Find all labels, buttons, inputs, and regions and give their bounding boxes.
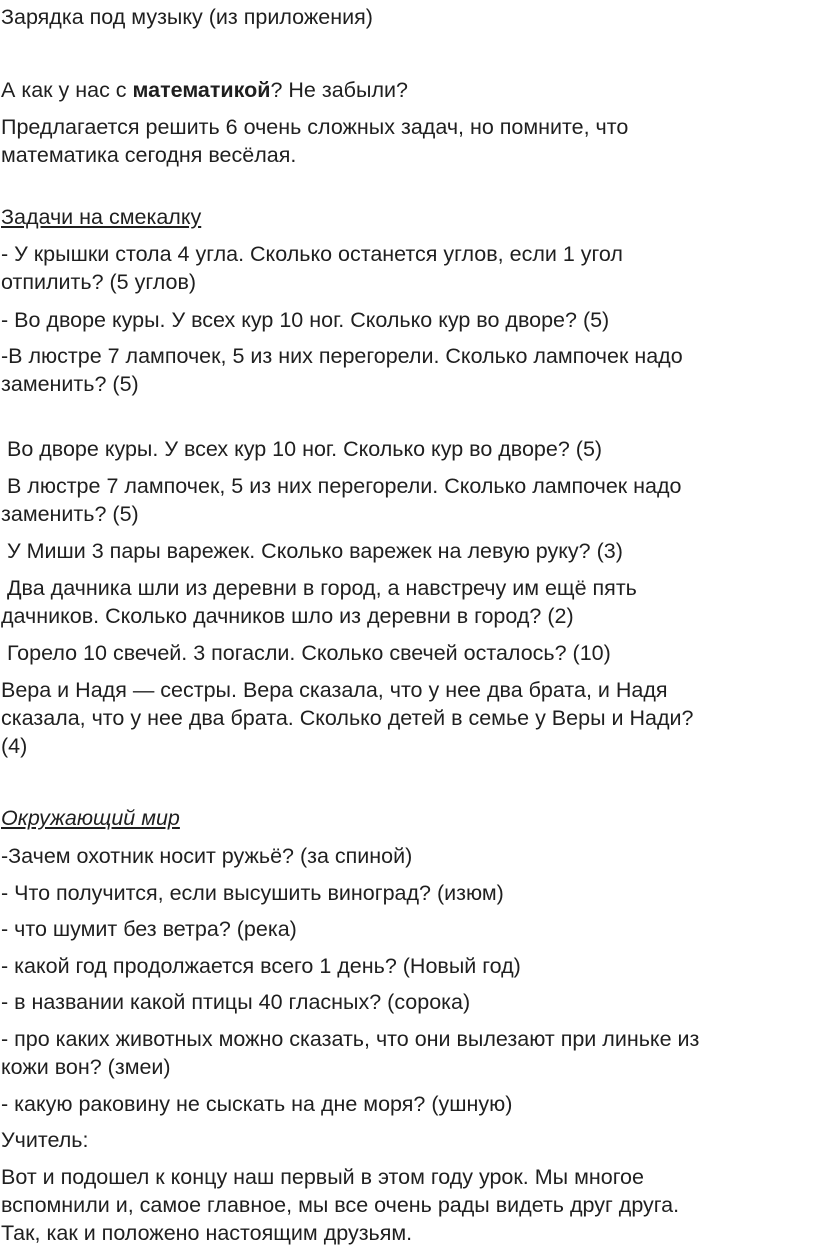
math-intro-line	[1, 77, 408, 103]
repeat-line: У Миши 3 пары варежек. Сколько варежек на левую руку? (3)	[1, 539, 623, 563]
repeat-line: дачников. Сколько дачников шло из деревни в город? (2)	[1, 604, 574, 628]
world-line: - про каких животных можно сказать, что они вылезают при линьке из	[1, 1027, 700, 1051]
world-line: - что шумит без ветра? (река)	[1, 917, 297, 941]
intro-line: Предлагается решить 6 очень сложных задач, но помните, что	[1, 115, 629, 139]
section-world-heading: Окружающий мир	[1, 806, 180, 830]
repeat-line: сказала, что у нее два брата. Сколько детей в семье у Веры и Нади?	[1, 706, 694, 730]
math-intro-bold: математикой	[132, 78, 271, 102]
repeat-line: Горело 10 свечей. 3 погасли. Сколько свечей осталось? (10)	[1, 641, 611, 665]
closing-line: Вот и подошел к концу наш первый в этом году урок. Мы многое	[1, 1165, 644, 1189]
math-intro-before: А как у нас с	[1, 78, 133, 102]
repeat-line: Вера и Надя — сестры. Вера сказала, что у нее два брата, и Надя	[1, 678, 668, 702]
tricks-line: -В люстре 7 лампочек, 5 из них перегорели. Сколько лампочек надо	[1, 344, 683, 368]
tricks-line: - Во дворе куры. У всех кур 10 ног. Сколько кур во дворе? (5)	[1, 308, 610, 332]
repeat-line: заменить? (5)	[1, 502, 139, 526]
repeat-line: В люстре 7 лампочек, 5 из них перегорели. Сколько лампочек надо	[1, 474, 682, 498]
section-tricks-heading: Задачи на смекалку	[1, 205, 202, 229]
tricks-line: отпилить? (5 углов)	[1, 270, 197, 294]
world-line: - какую раковину не сыскать на дне моря? (ушную)	[1, 1092, 513, 1116]
repeat-line: (4)	[1, 734, 28, 758]
world-line: - Что получится, если высушить виноград? (изюм)	[1, 881, 504, 905]
repeat-line: Во дворе куры. У всех кур 10 ног. Сколько кур во дворе? (5)	[1, 437, 603, 461]
tricks-line: заменить? (5)	[1, 372, 139, 396]
closing-line: Так, как и положено настоящим друзьям.	[1, 1221, 413, 1245]
world-line: - в названии какой птицы 40 гласных? (сорока)	[1, 990, 471, 1014]
world-line: -Зачем охотник носит ружьё? (за спиной)	[1, 844, 413, 868]
repeat-line: Два дачника шли из деревни в город, а навстречу им ещё пять	[1, 576, 637, 600]
document-title: Зарядка под музыку (из приложения)	[1, 5, 373, 29]
world-line: кожи вон? (змеи)	[1, 1055, 171, 1079]
math-intro-after: ? Не забыли?	[270, 78, 408, 102]
tricks-line: - У крышки стола 4 угла. Сколько останется углов, если 1 угол	[1, 242, 623, 266]
world-line: - какой год продолжается всего 1 день? (Новый год)	[1, 954, 521, 978]
closing-line: вспомнили и, самое главное, мы все очень рады видеть друг друга.	[1, 1193, 680, 1217]
teacher-label: Учитель:	[1, 1128, 89, 1152]
intro-line: математика сегодня весёлая.	[1, 143, 297, 167]
